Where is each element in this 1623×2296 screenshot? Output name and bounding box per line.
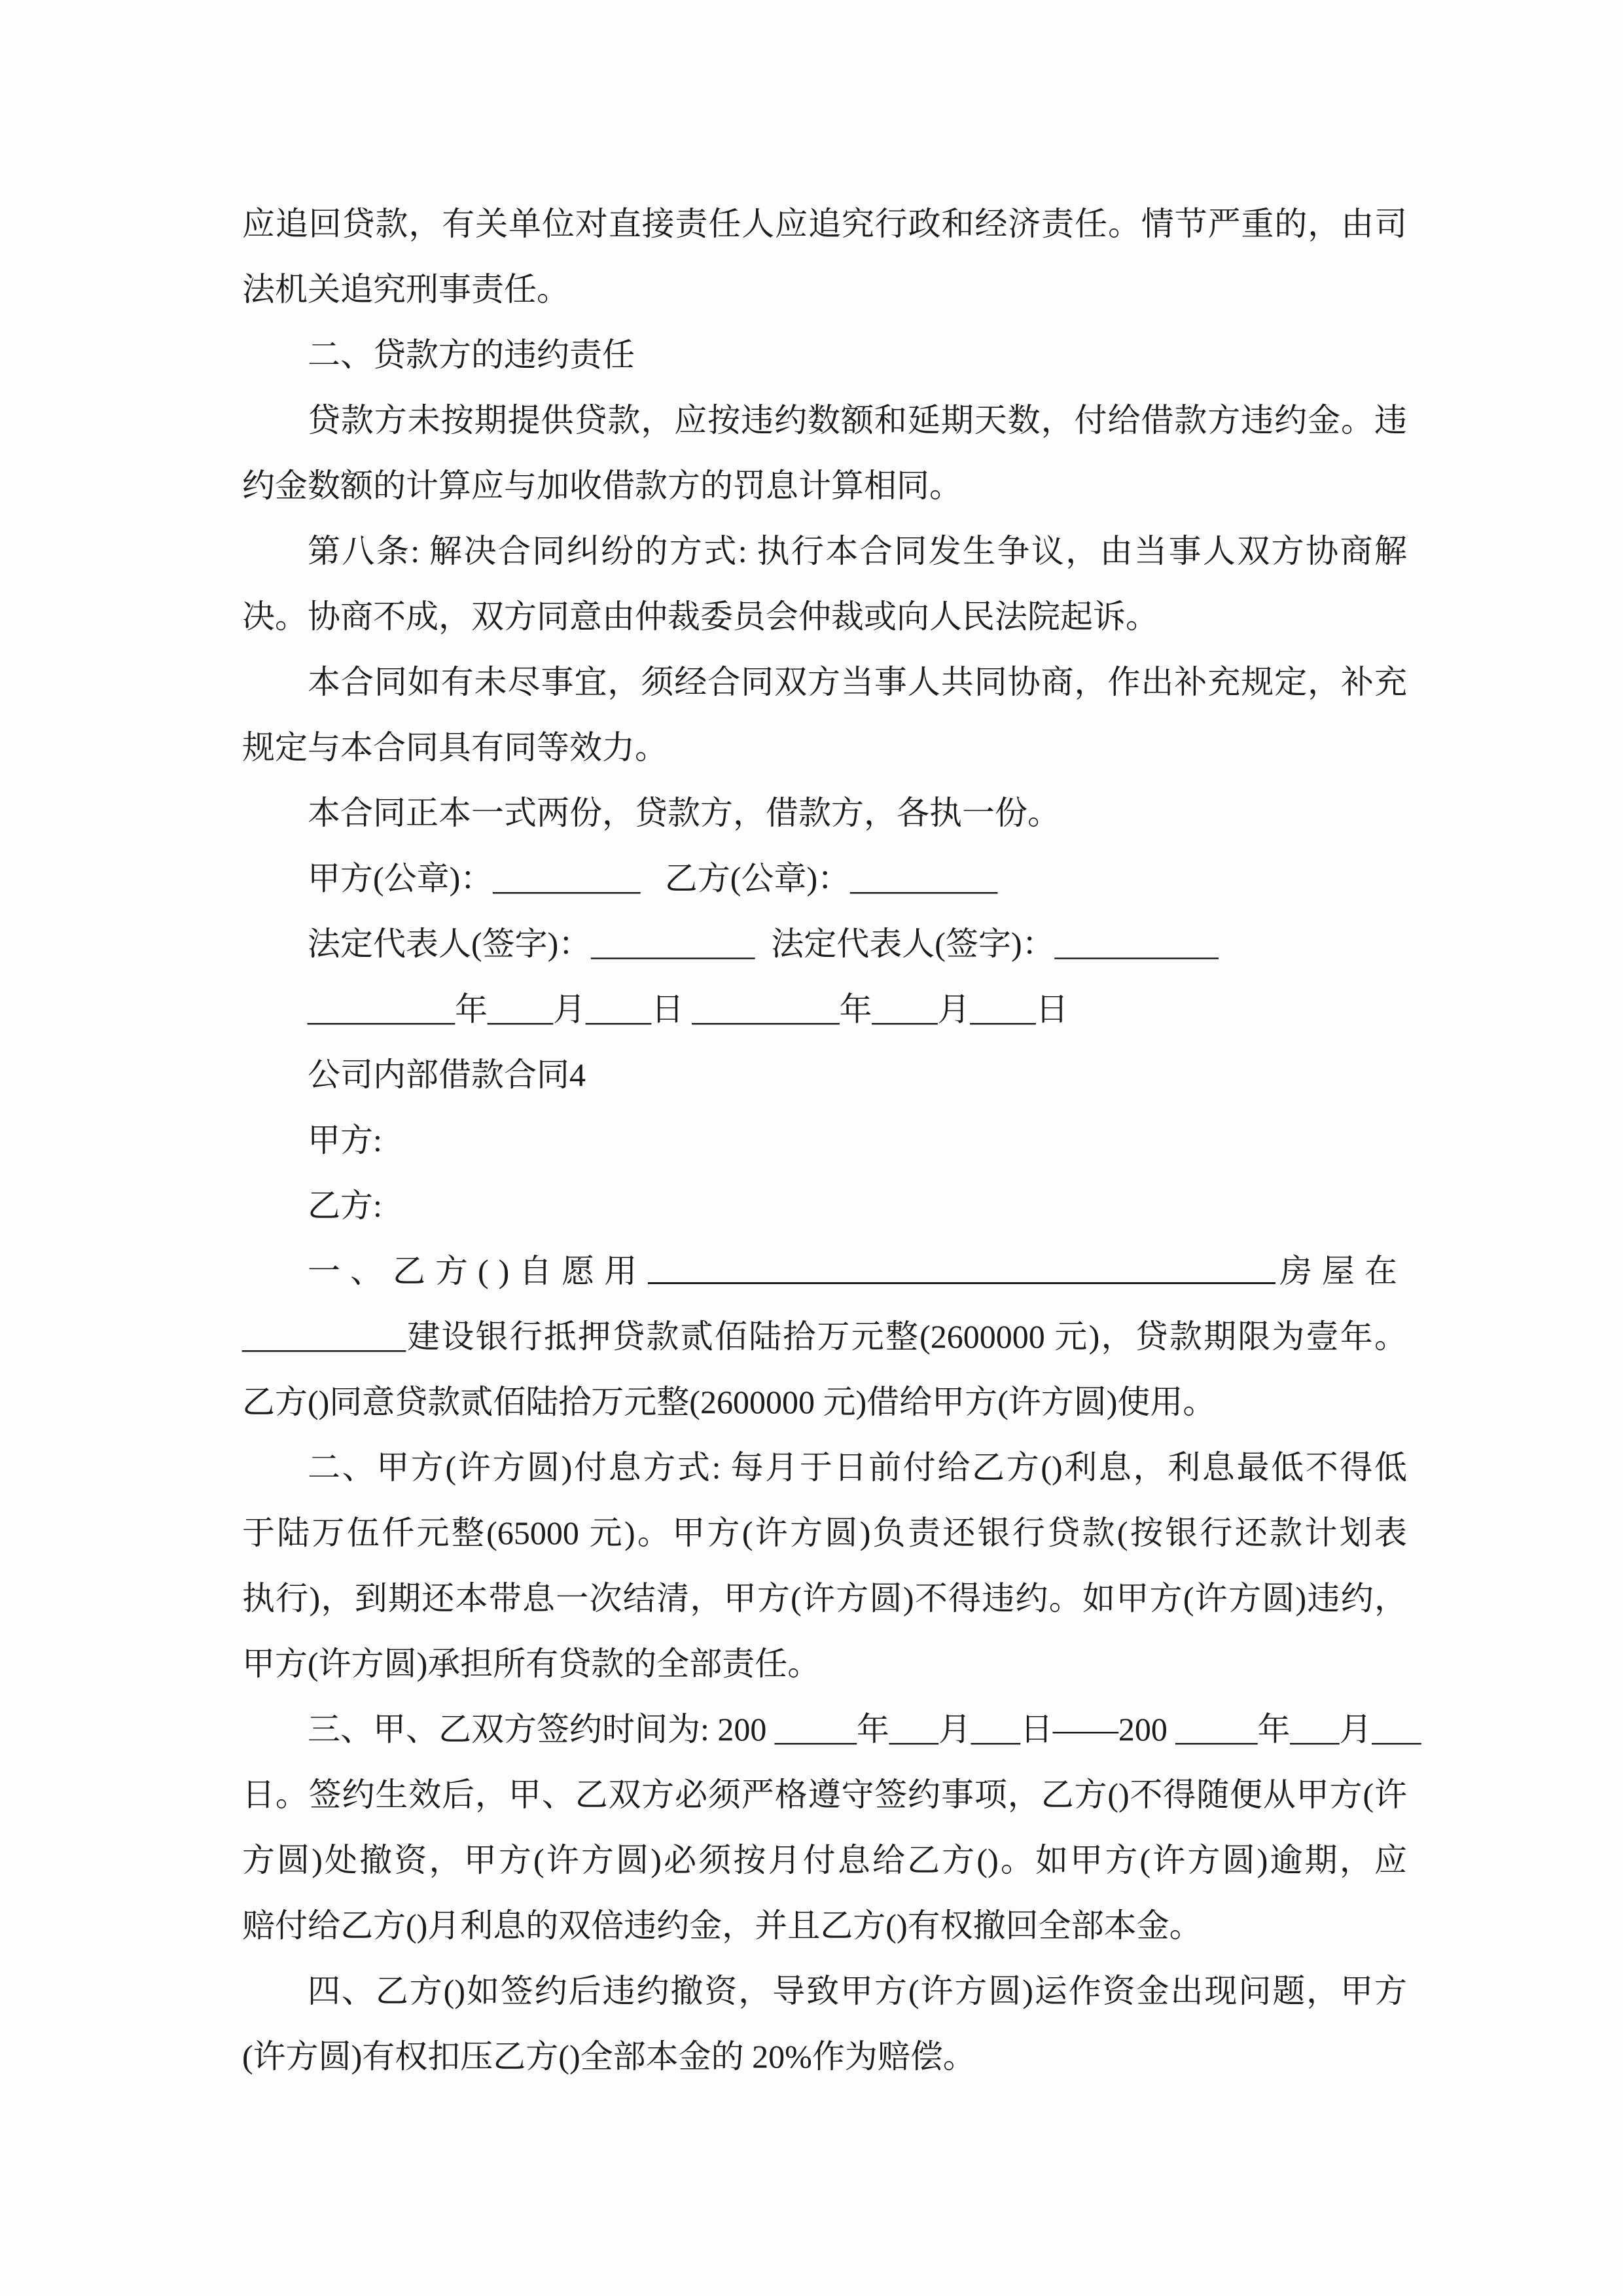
clause-2-interest-payment-line-4: 甲方(许方圆)承担所有贷款的全部责任。: [242, 1645, 821, 1682]
clause-1-bank-mortgage-line: __________建设银行抵押贷款贰佰陆拾万元整(2600000 元)，贷款期限为壹年。: [242, 1318, 1407, 1355]
para-lender-breach-line-2: 约金数额的计算应与加收借款方的罚息计算相同。: [242, 467, 962, 504]
party-a-label: 甲方:: [308, 1122, 382, 1158]
clause-3-signing-time-line-1: 三、甲、乙双方签约时间为: 200 _____年___月___日——200 _____年___月___: [308, 1711, 1421, 1748]
signature-seal-line: 甲方(公章)：_________ 乙方(公章)：_________: [308, 860, 998, 897]
date-fill-in-line: _________年____月____日 _________年____月____日: [308, 991, 1069, 1028]
clause-4-compensation-line-1: 四、乙方()如签约后违约撤资，导致甲方(许方圆)运作资金出现问题，甲方: [308, 1973, 1407, 2009]
clause-2-interest-payment-line-1: 二、甲方(许方圆)付息方式: 每月于日前付给乙方()利息，利息最低不得低: [308, 1449, 1407, 1486]
clause-1-loan-to-party-a-line: 乙方()同意贷款贰佰陆拾万元整(2600000 元)借给甲方(许方圆)使用。: [242, 1384, 1216, 1420]
clause-3-signing-time-line-3: 方圆)处撤资，甲方(许方圆)必须按月付息给乙方()。如甲方(许方圆)逾期，应: [242, 1842, 1407, 1878]
subtitle-internal-loan-contract-4: 公司内部借款合同4: [308, 1056, 586, 1093]
para-liability-continuation-2: 法机关追究刑事责任。: [242, 271, 569, 308]
para-liability-continuation-1: 应追回贷款，有关单位对直接责任人应追究行政和经济责任。情节严重的，由司: [242, 206, 1407, 242]
clause-1-suffix: 房屋在: [1279, 1253, 1407, 1289]
clause-3-signing-time-line-2: 日。签约生效后，甲、乙双方必须严格遵守签约事项，乙方()不得随便从甲方(许: [242, 1776, 1407, 1813]
clause-1-housing-line: [242, 1238, 1407, 1304]
para-contract-copies: 本合同正本一式两份，贷款方，借款方，各执一份。: [308, 795, 1060, 831]
para-supplementary-provisions-line-2: 规定与本合同具有同等效力。: [242, 729, 668, 766]
clause-4-compensation-line-2: (许方圆)有权扣压乙方()全部本金的 20%作为赔偿。: [242, 2038, 976, 2075]
clause-8-dispute-resolution-line-2: 决。协商不成，双方同意由仲裁委员会仲裁或向人民法院起诉。: [242, 598, 1158, 635]
document-body: [242, 191, 1421, 2089]
clause-8-dispute-resolution-line-1: 第八条: 解决合同纠纷的方式: 执行本合同发生争议，由当事人双方协商解: [308, 533, 1407, 569]
clause-2-interest-payment-line-2: 于陆万伍仟元整(65000 元)。甲方(许方圆)负责还银行贷款(按银行还款计划表: [242, 1515, 1407, 1551]
fill-in-blank: [648, 1238, 1275, 1304]
legal-representative-signature-line: 法定代表人(签字)：__________ 法定代表人(签字)：__________: [308, 925, 1219, 962]
para-supplementary-provisions-line-1: 本合同如有未尽事宜，须经合同双方当事人共同协商，作出补充规定，补充: [308, 664, 1407, 700]
clause-2-interest-payment-line-3: 执行)，到期还本带息一次结清，甲方(许方圆)不得违约。如甲方(许方圆)违约，: [242, 1580, 1407, 1617]
para-lender-breach-line-1: 贷款方未按期提供贷款，应按违约数额和延期天数，付给借款方违约金。违: [308, 402, 1407, 439]
clause-3-signing-time-line-4: 赔付给乙方()月利息的双倍违约金，并且乙方()有权撤回全部本金。: [242, 1907, 1202, 1944]
heading-lender-breach-liability: 二、贷款方的违约责任: [308, 336, 635, 373]
party-b-label: 乙方:: [308, 1187, 382, 1224]
clause-1-prefix: 一、乙方()自愿用: [308, 1253, 647, 1289]
